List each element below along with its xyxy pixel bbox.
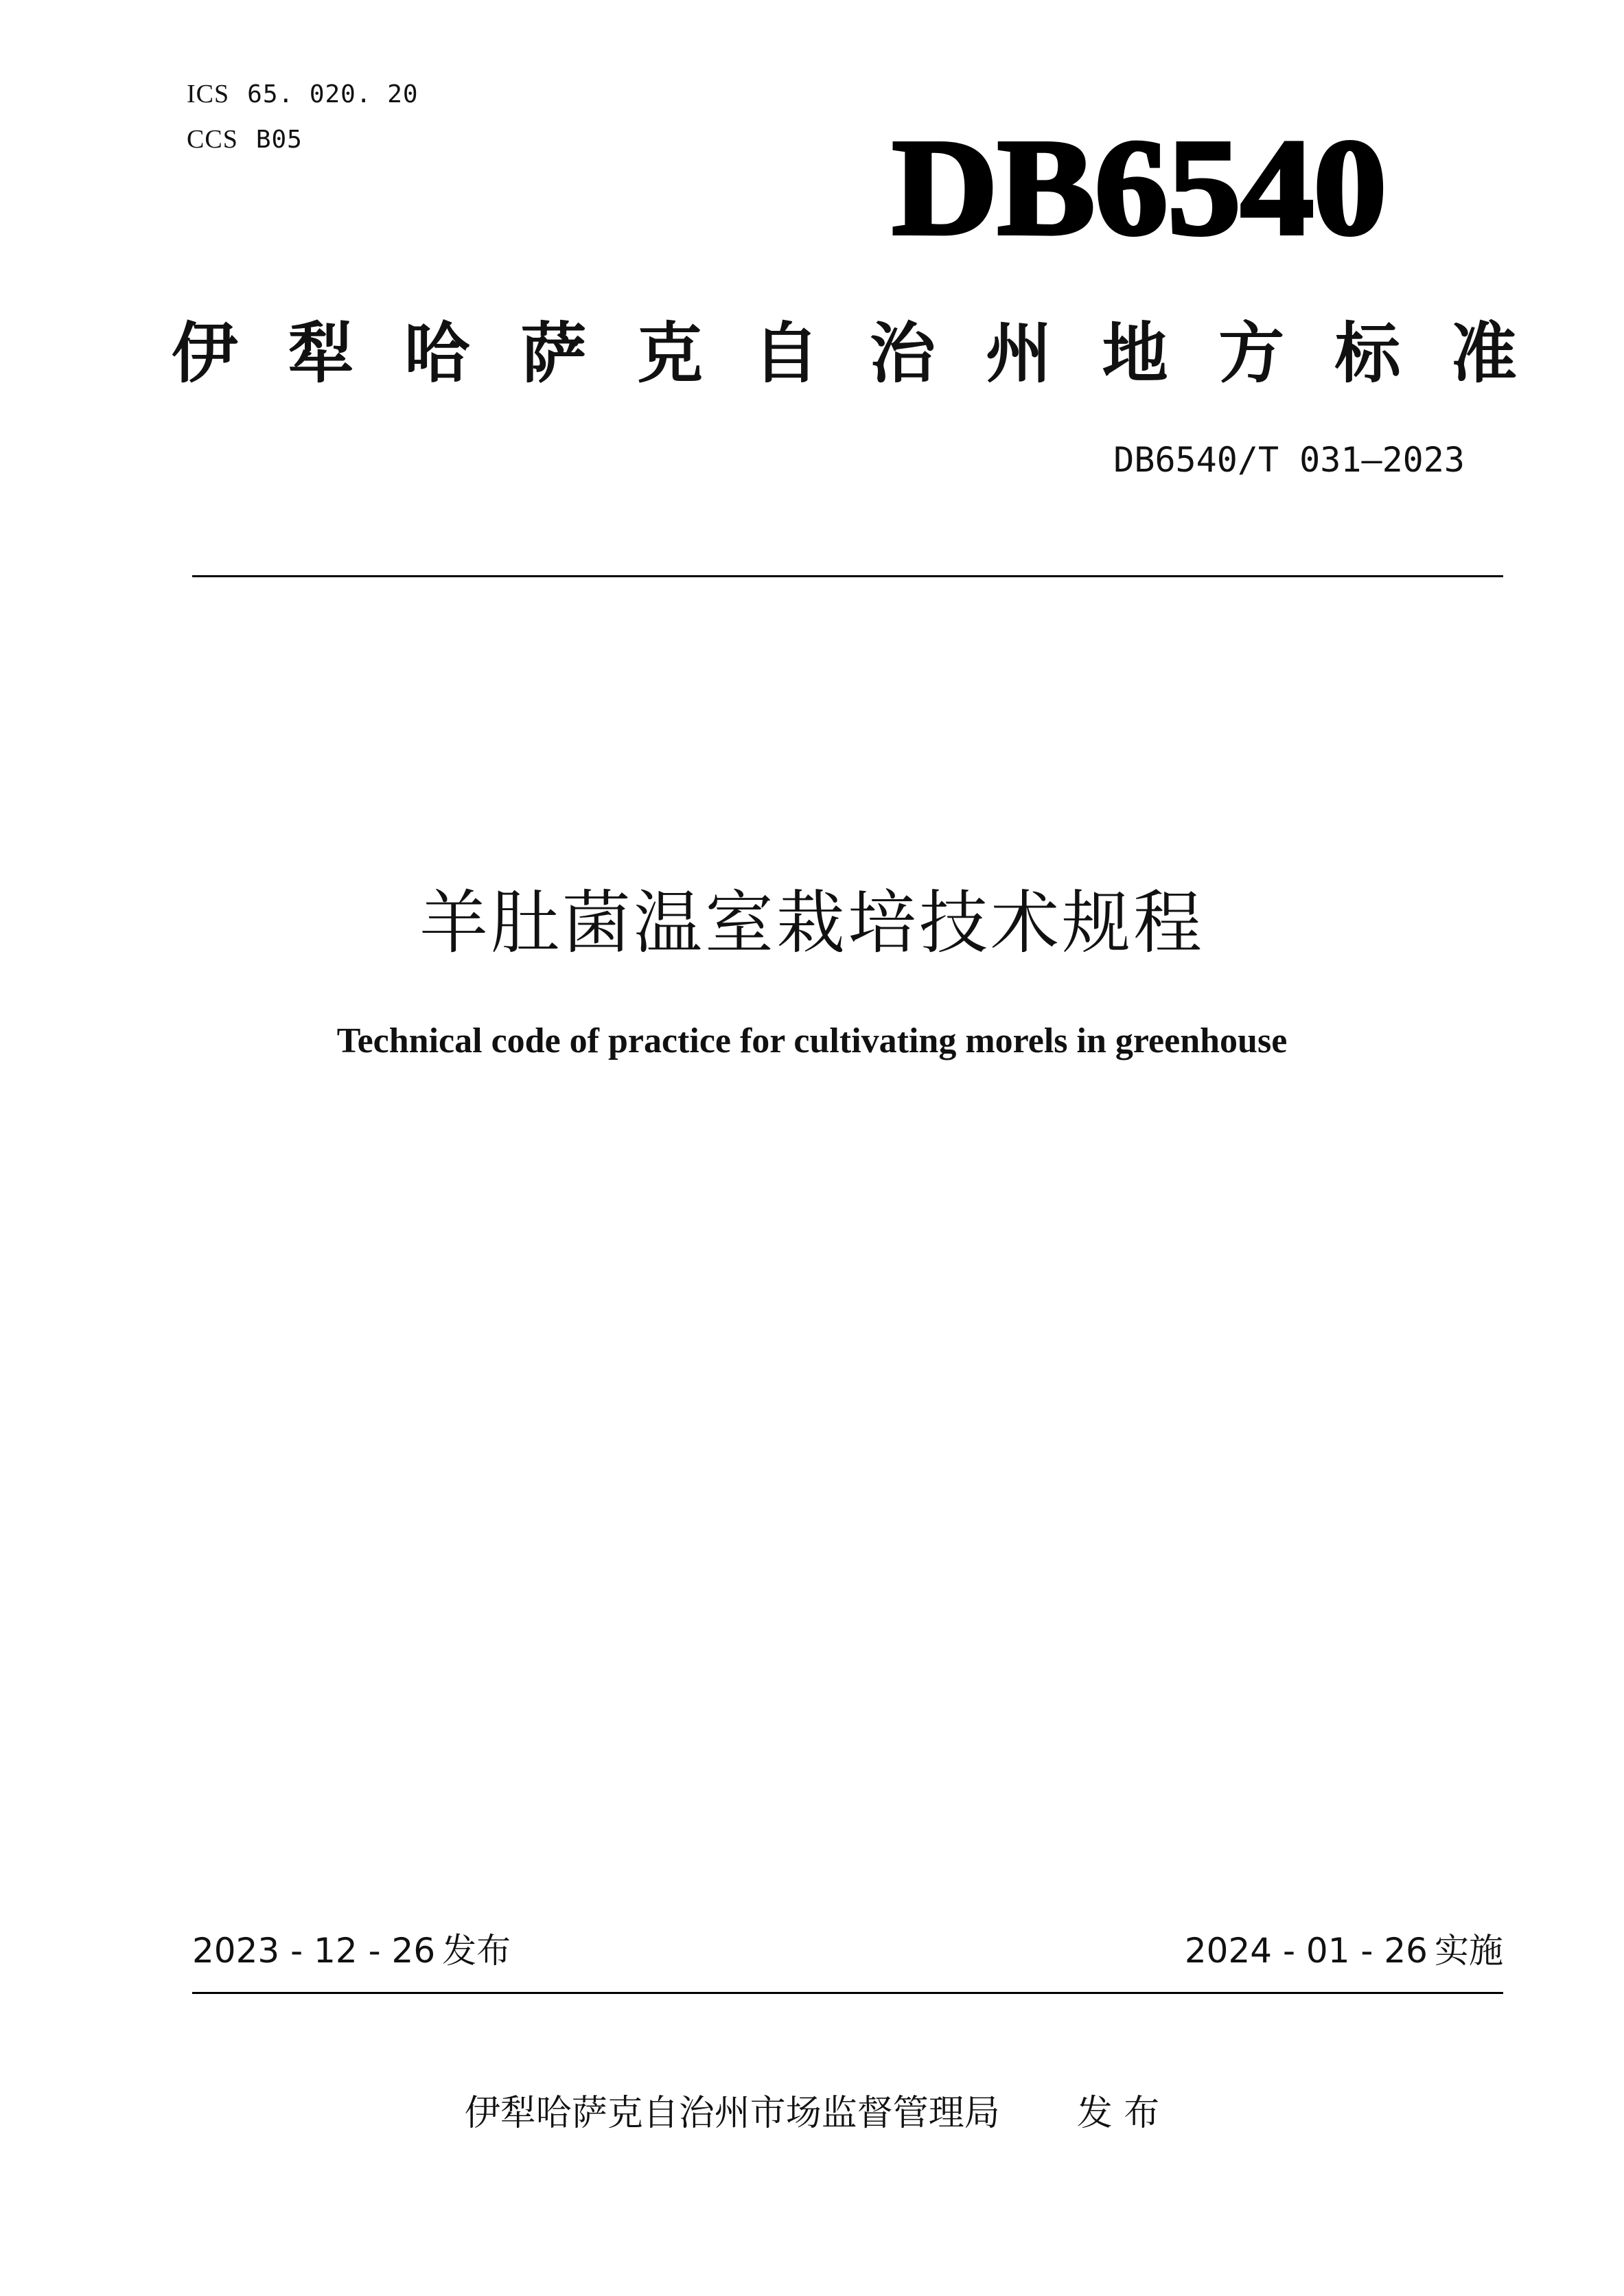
standard-heading [172,312,1517,395]
standard-heading-char: 自 [753,315,820,392]
implement-date [1185,1929,1503,1973]
bottom-divider [192,1992,1503,1994]
standard-heading-char: 犁 [288,315,354,392]
top-divider [192,575,1503,577]
standard-heading-char: 标 [1334,315,1401,392]
ics-value: 65. 020. 20 [247,80,419,108]
ics-code [187,77,419,111]
publish-date-value: 2023 - 12 - 26 [192,1931,436,1971]
standard-heading-char: 伊 [172,315,237,392]
document-title-zh: 羊肚菌温室栽培技术规程 [419,883,1205,963]
publish-label: 发布 [442,1931,511,1971]
logo-text: DB6540 [892,118,1387,255]
ccs-label: CCS [187,125,238,154]
publish-date [192,1929,511,1973]
standard-heading-char: 方 [1218,315,1285,392]
standard-heading-char: 克 [636,315,703,392]
standard-heading-char: 治 [869,315,936,392]
standard-heading-char: 准 [1450,315,1517,392]
document-title-en: Technical code of practice for cultivating morels in greenhouse [336,1021,1288,1060]
implement-label: 实施 [1435,1931,1503,1971]
issuer-name: 伊犁哈萨克自治州市场监督管理局 [464,2093,1000,2134]
issuer-action: 发 布 [1076,2093,1160,2134]
issuing-authority [0,2090,1624,2137]
standard-number: DB6540/T 031—2023 [1113,440,1465,480]
standard-heading-char: 哈 [404,315,470,392]
ics-label: ICS [187,80,230,108]
standard-heading-char: 州 [986,315,1052,392]
standard-heading-char: 萨 [520,315,587,392]
standard-heading-char: 地 [1102,315,1168,392]
ccs-code [187,122,303,156]
db6540-logo [885,118,1393,255]
implement-date-value: 2024 - 01 - 26 [1184,1931,1428,1971]
ccs-value: B05 [255,126,303,154]
